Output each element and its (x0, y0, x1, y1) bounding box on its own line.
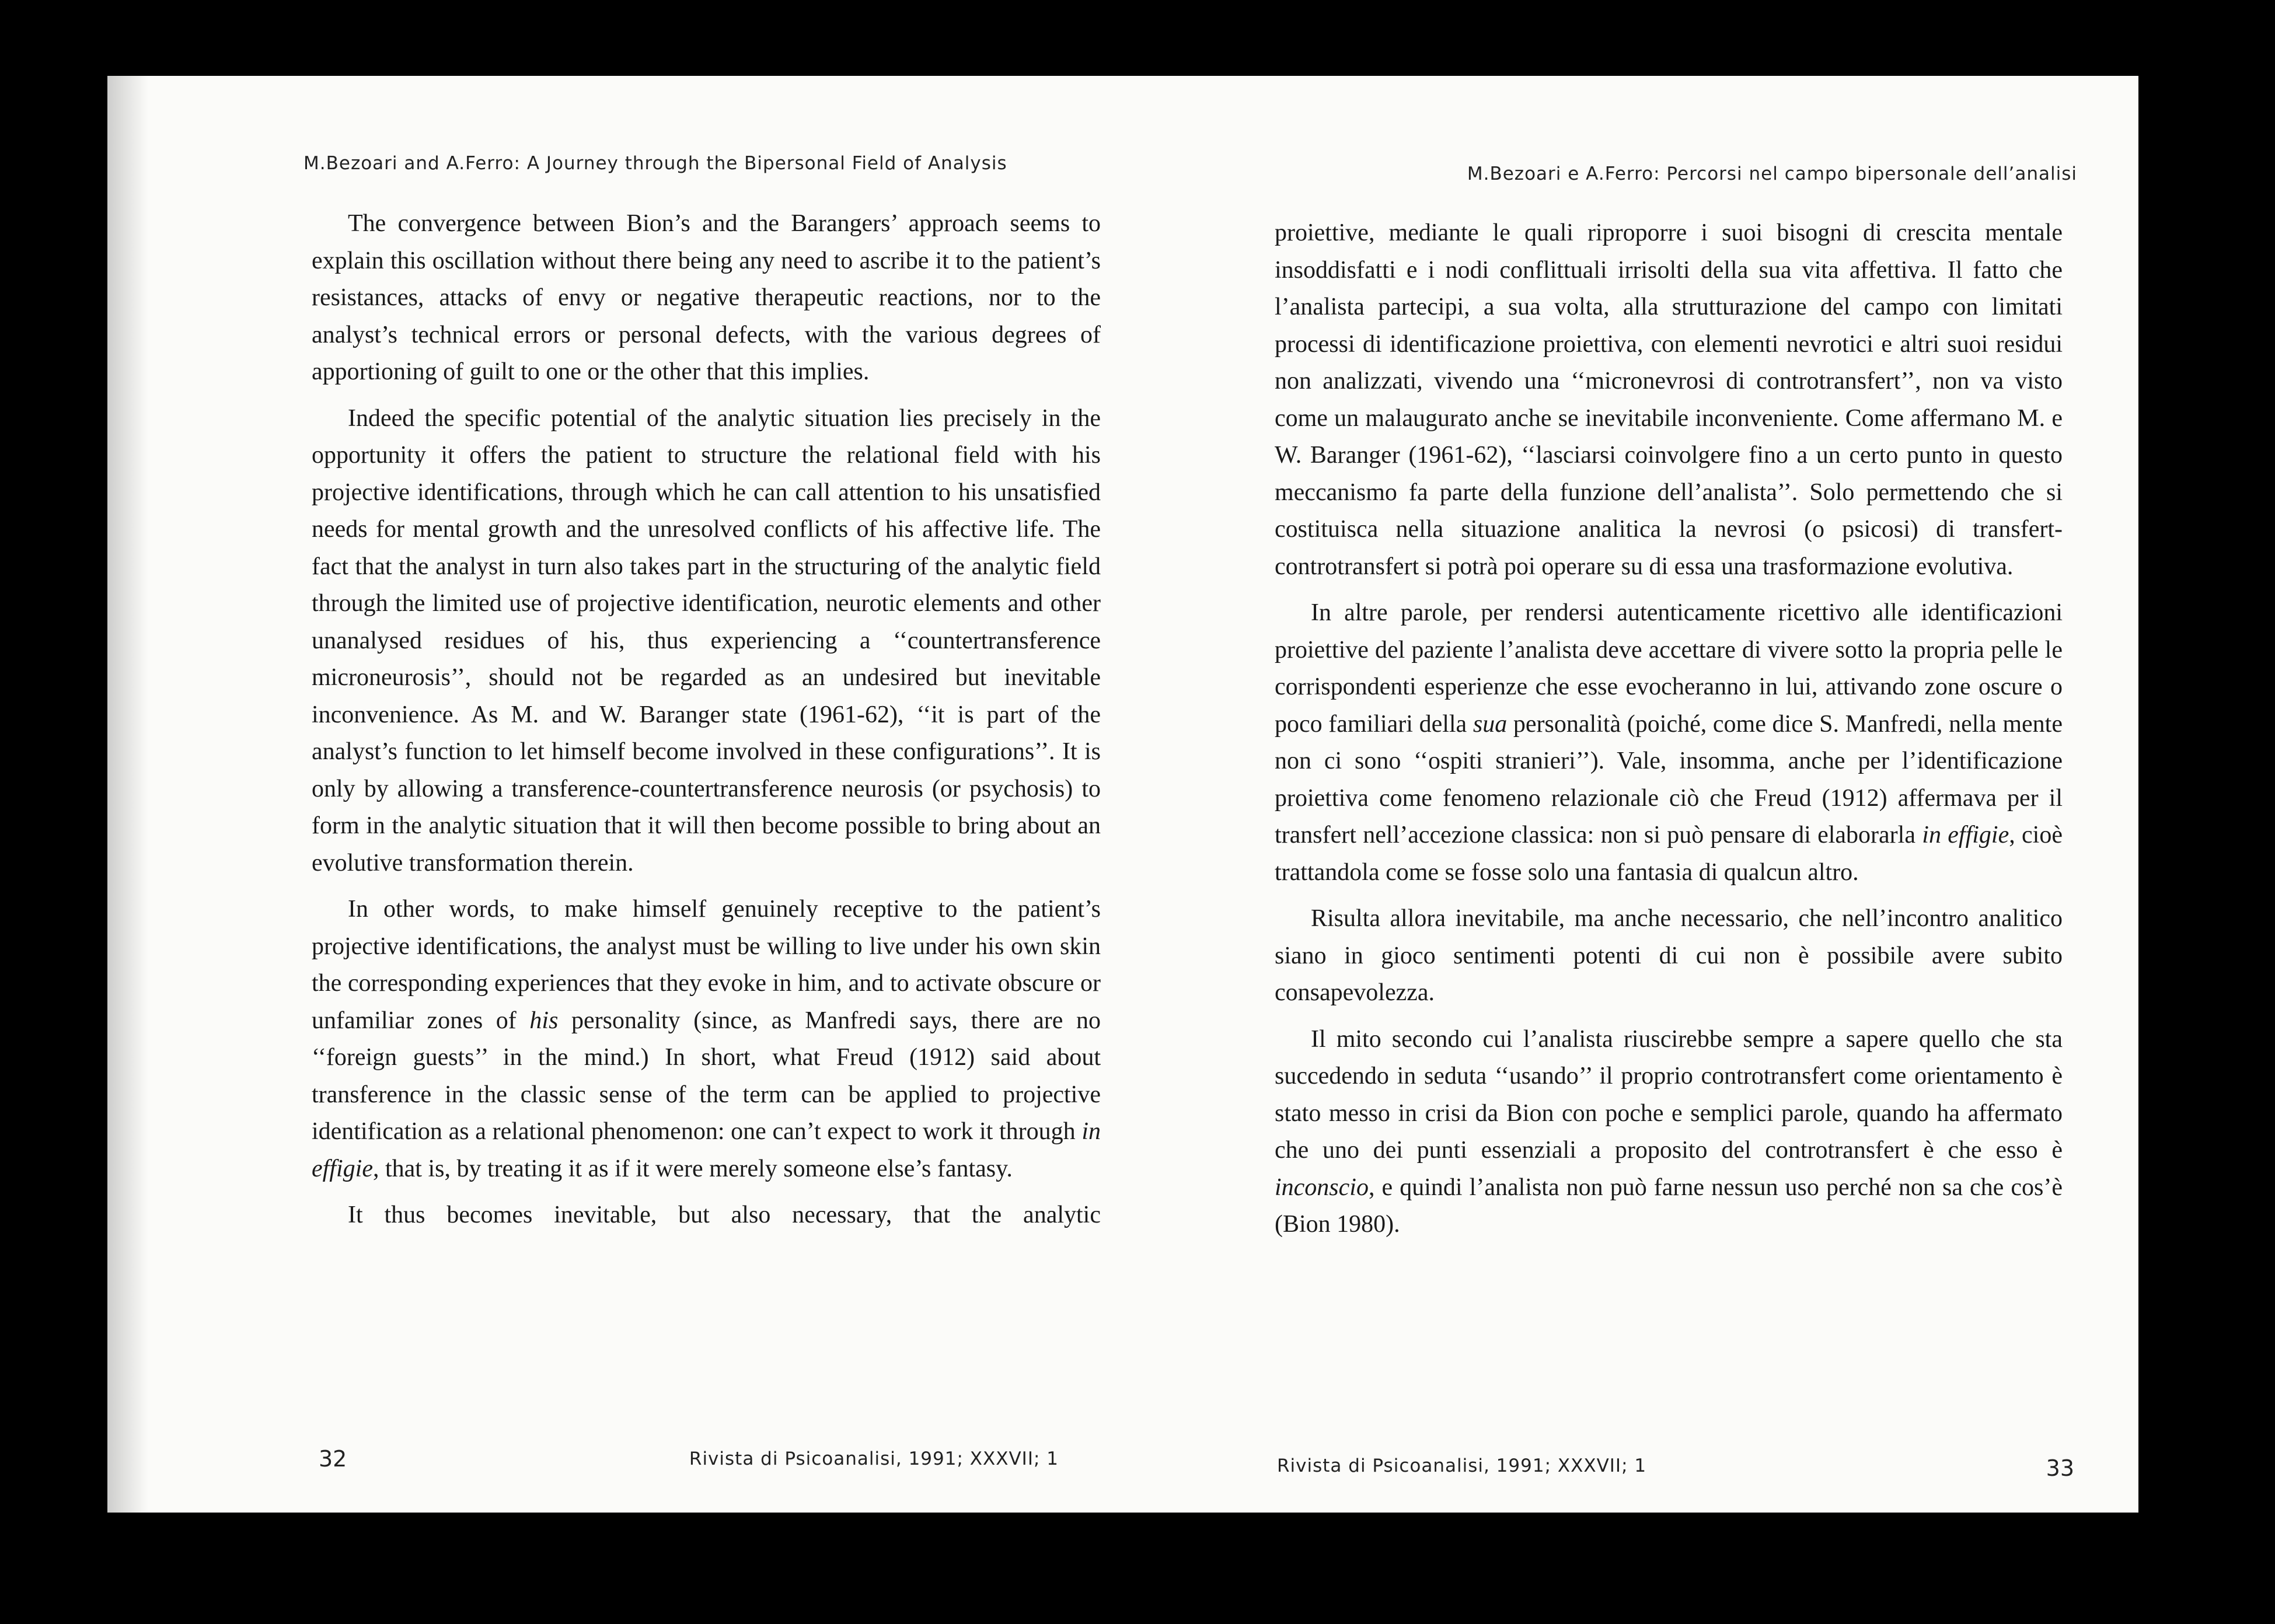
right-paragraph-4-text-b: , (1368, 1174, 1375, 1201)
left-paragraph-1: The convergence between Bion’s and the Barangers’ approach seems to explain this oscillation without there being any need to ascribe it to the patient’s resistances, attacks of envy or negative therapeutic reactions, nor to the analyst’s technical errors or personal defects, with the various degrees of apportioning of guilt to one or the other that this implies. (312, 210, 1101, 385)
right-paragraph-4-text-a: Il mito secondo cui l’analista riuscirebbe sempre a sapere quello che sta succedendo in seduta ‘‘usando’’ il proprio controtransfert come orientamento è stato messo in crisi da Bion con poche e semplici parole, quando ha affermato che uno dei punti essenziali a proposito del controtransfert è che esso è (1275, 1025, 2063, 1164)
italic-inconscio: inconscio (1275, 1174, 1369, 1201)
italic-sua: sua (1473, 710, 1508, 738)
left-paragraph-2: Indeed the specific potential of the analytic situation lies precisely in the opportunity it offers the patient to structure the relational field with his projective identifications, through which he can call attention to his unsatisfied needs for mental growth and the unresolved conflicts of his affective life. The fact that the analyst in turn also takes part in the structuring of the analytic field through the limited use of projective identification, neurotic elements and other unanalysed residues of his, thus experiencing a ‘‘countertransference microneurosis’’, should not be regarded as an undesired but inevitable inconvenience. As M. and W. Baranger state (1961-62), ‘‘it is part of the analyst’s function to let himself become involved in these configurations’’. It is only by allowing a transference-countertransference neurosis (or psychosis) to form in the analytic situation that it will then become possible to bring about an evolutive transformation therein. (312, 404, 1101, 876)
right-paragraph-4-text-c: e quindi l’analista non può farne nessun uso perché non sa che cos’è (Bion 1980). (1275, 1174, 2063, 1238)
journal-footer-left: Rivista di Psicoanalisi, 1991; XXXVII; 1 (689, 1448, 1059, 1469)
book-spread (107, 76, 2138, 1513)
left-paragraph-3-text-b: personality (since, as Manfredi says, there are no ‘‘foreign guests’’ in the mind.) In short, what Freud (1912) said about transference in the classic sense of the term can be applied to projective identification as a relational phenomenon: one can’t expect to work it through (312, 1007, 1101, 1145)
running-head-right: M.Bezoari e A.Ferro: Percorsi nel campo bipersonale dell’analisi (1467, 163, 2077, 184)
journal-footer-right: Rivista di Psicoanalisi, 1991; XXXVII; 1 (1277, 1455, 1647, 1476)
right-paragraph-1: proiettive, mediante le quali riproporre i suoi bisogni di crescita mentale insoddisfatti e i nodi conflittuali irrisolti della sua vita affettiva. Il fatto che l’analista partecipi, a sua volta, alla strutturazione del campo con limitati processi di identificazione proiettiva, con elementi nevrotici e altri suoi residui non analizzati, vivendo una ‘‘micronevrosi di controtransfert’’, non va visto come un malaugurato anche se inevitabile inconveniente. Come affermano M. e W. Baranger (1961-62), ‘‘lasciarsi coinvolgere fino a un certo punto in questo meccanismo fa parte della funzione dell’analista’’. Solo permettendo che si costituisca nella situazione analitica la nevrosi (o psicosi) di transfert-controtransfert si potrà poi operare su di essa una trasformazione evolutiva. (1275, 219, 2063, 580)
left-page-body (312, 205, 1101, 1244)
italic-his: his (529, 1007, 559, 1034)
right-page-body (1275, 215, 2063, 1253)
right-paragraph-3: Risulta allora inevitabile, ma anche necessario, che nell’incontro analitico siano in gioco sentimenti potenti di cui non è possibile avere subito consapevolezza. (1275, 905, 2063, 1006)
right-paragraph-2-text-a: In altre parole, per rendersi autenticamente ricettivo alle identificazioni proiettive del paziente l’analista deve accettare di vivere sotto la propria pelle le corrispondenti esperienze che esse evocheranno in lui, attivando zone oscure o poco familiari della (1275, 599, 2063, 738)
left-paragraph-3-text-c: , that is, by treating it as if it were merely someone else’s fantasy. (372, 1155, 1013, 1182)
left-paragraph-3 (312, 891, 1101, 1188)
page-number-right: 33 (2046, 1455, 2074, 1481)
italic-in-effigie-it: in effigie (1922, 822, 2009, 848)
right-page (1123, 76, 2138, 1513)
right-paragraph-4 (1275, 1021, 2063, 1244)
page-number-left: 32 (319, 1446, 347, 1472)
right-paragraph-2-text-b: personalità (poiché, come dice S. Manfredi, nella mente non ci sono ‘‘ospiti stranieri’’). Vale, insomma, anche per l’identificazione proiettiva come fenomeno relazionale ciò che Freud (1912) affermava per il transfert nell’accezione classica: non si può pensare di elaborarla (1275, 710, 2063, 848)
left-page (107, 76, 1123, 1513)
left-paragraph-4: It thus becomes inevitable, but also necessary, that the analytic (348, 1202, 1101, 1228)
right-paragraph-2 (1275, 595, 2063, 891)
running-head-left: M.Bezoari and A.Ferro: A Journey through the Bipersonal Field of Analysis (303, 153, 1007, 174)
left-paragraph-3-text-a: In other words, to make himself genuinely receptive to the patient’s projective identifications, the analyst must be willing to live under his own skin the corresponding experiences that they evoke in him, and to activate obscure or unfamiliar zones of (312, 896, 1101, 1034)
italic-in-effigie: in effigie (312, 1118, 1101, 1182)
right-paragraph-2-text-c: , cioè trattandola come se fosse solo una fantasia di qualcun altro. (1275, 822, 2063, 886)
